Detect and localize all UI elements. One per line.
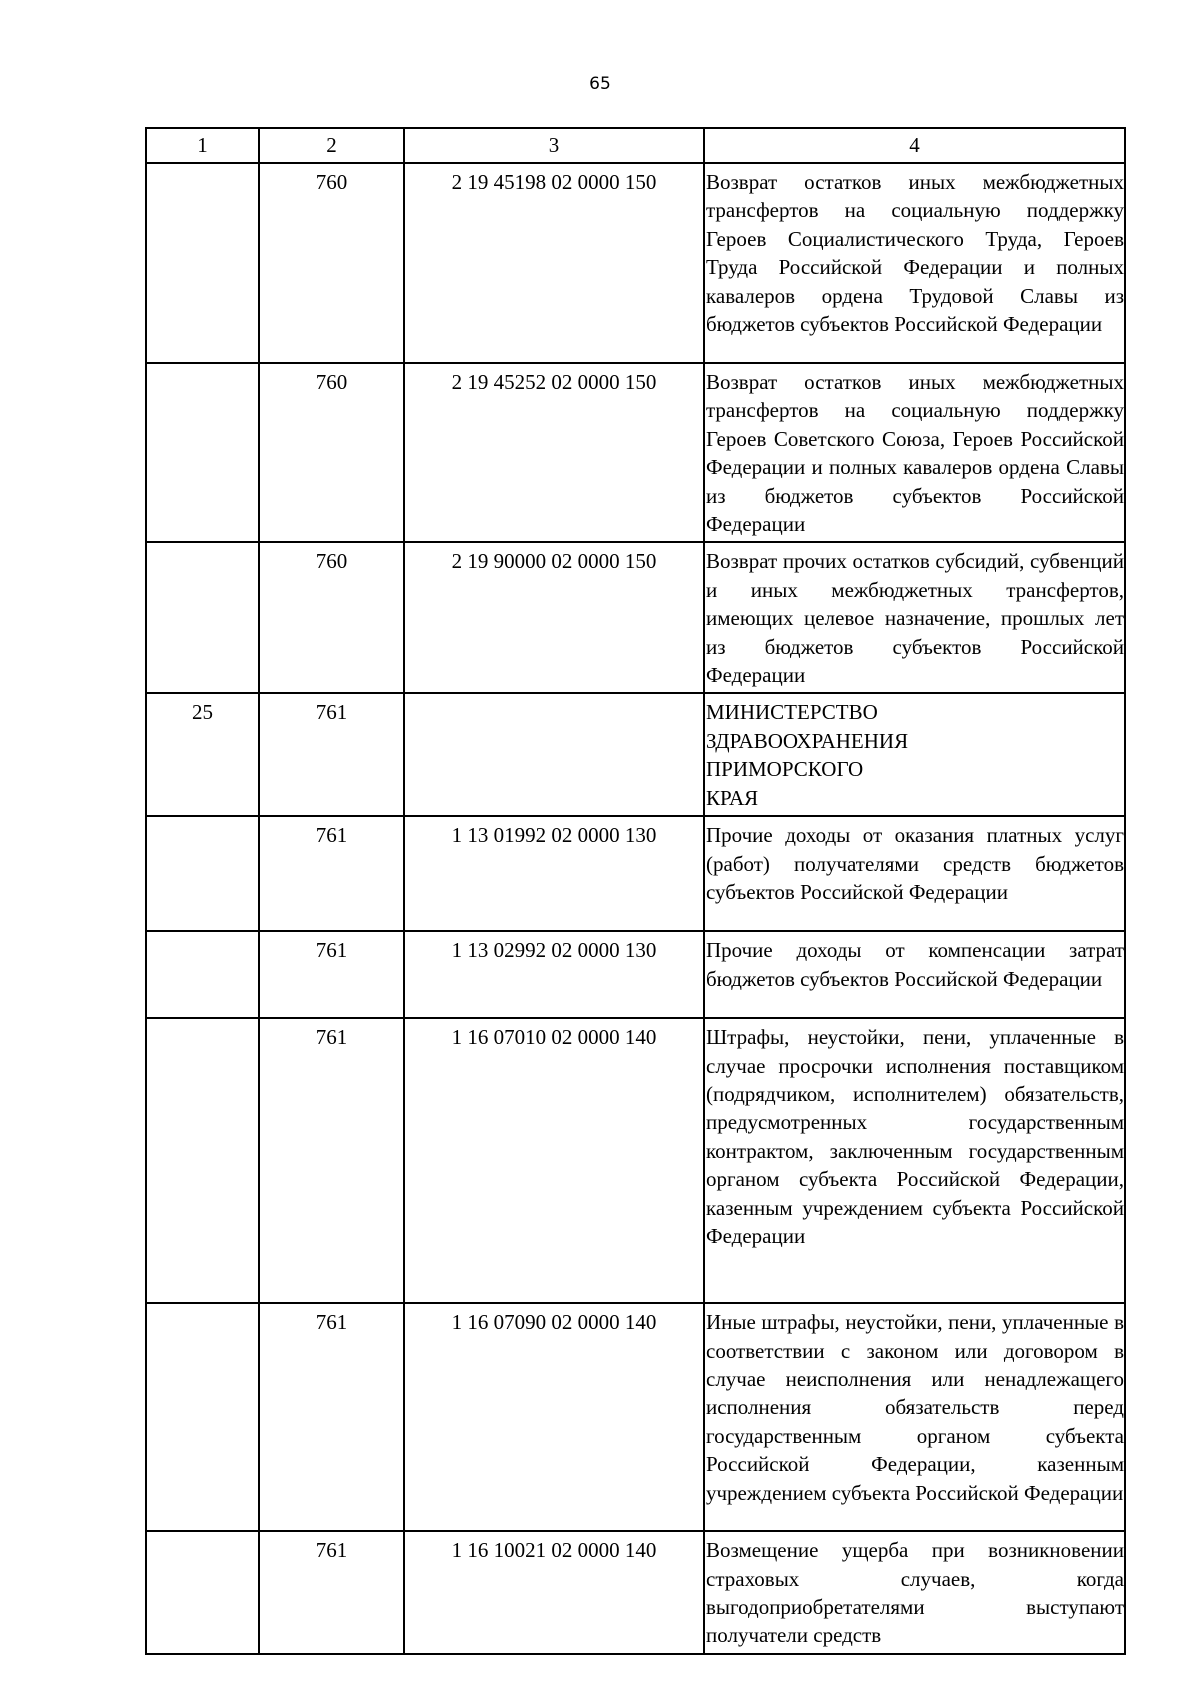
row-number-cell xyxy=(146,931,259,1018)
revenue-code-cell: 1 16 10021 02 0000 140 xyxy=(404,1531,704,1654)
description-text: Возврат остатков иных межбюджетных трансфертов на социальную поддержку Героев Советского Союза, Героев Российской Федерации и полных кавалеров ордена Славы из бюджетов субъектов Российской Федерации xyxy=(706,370,1124,537)
table-row xyxy=(146,542,1125,693)
description-cell xyxy=(704,931,1125,1018)
description-text: Возврат прочих остатков субсидий, субвенций и иных межбюджетных трансфертов, имеющих целевое назначение, прошлых лет из бюджетов субъектов Российской Федерации xyxy=(706,549,1124,688)
description-text: Штрафы, неустойки, пени, уплаченные в случае просрочки исполнения поставщиком (подрядчиком, исполнителем) обязательств, предусмотренных государственным контрактом, заключенным государственным органом субъекта Российской Федерации, казенным учреждением субъекта Российской Федерации xyxy=(706,1025,1124,1248)
agency-code-cell: 760 xyxy=(259,363,404,542)
agency-code-cell: 761 xyxy=(259,693,404,816)
row-number-cell xyxy=(146,1018,259,1303)
table-row xyxy=(146,1018,1125,1303)
revenue-code-cell: 1 13 01992 02 0000 130 xyxy=(404,816,704,931)
row-number-cell xyxy=(146,1531,259,1654)
description-cell xyxy=(704,163,1125,363)
row-number-cell: 25 xyxy=(146,693,259,816)
table-row xyxy=(146,163,1125,363)
description-cell xyxy=(704,816,1125,931)
revenue-code-cell: 2 19 90000 02 0000 150 xyxy=(404,542,704,693)
table-row xyxy=(146,363,1125,542)
revenue-codes-table xyxy=(145,127,1126,1655)
column-header-4: 4 xyxy=(704,128,1125,163)
agency-code-cell: 761 xyxy=(259,931,404,1018)
revenue-code-cell xyxy=(404,693,704,816)
row-number-cell xyxy=(146,816,259,931)
row-number-cell xyxy=(146,1303,259,1531)
ministry-name-cell xyxy=(704,693,1125,816)
agency-code-cell: 760 xyxy=(259,163,404,363)
description-cell xyxy=(704,1531,1125,1654)
table-row xyxy=(146,1531,1125,1654)
description-text: Возмещение ущерба при возникновении страховых случаев, когда выгодоприобретателями выступают получатели средств xyxy=(706,1538,1124,1648)
table-row xyxy=(146,816,1125,931)
description-cell xyxy=(704,1303,1125,1531)
revenue-code-cell: 1 13 02992 02 0000 130 xyxy=(404,931,704,1018)
description-cell xyxy=(704,542,1125,693)
row-number-cell xyxy=(146,363,259,542)
agency-code-cell: 761 xyxy=(259,1303,404,1531)
column-header-3: 3 xyxy=(404,128,704,163)
agency-code-cell: 760 xyxy=(259,542,404,693)
column-header-1: 1 xyxy=(146,128,259,163)
description-text: Иные штрафы, неустойки, пени, уплаченные в соответствии с законом или договором в случае неисполнения или ненадлежащего исполнения обязательств перед государственным органом субъекта Российской Федерации, казенным учреждением субъекта Российской Федерации xyxy=(706,1310,1124,1505)
revenue-code-cell: 1 16 07090 02 0000 140 xyxy=(404,1303,704,1531)
column-header-2: 2 xyxy=(259,128,404,163)
table-header-row xyxy=(146,128,1125,163)
agency-code-cell: 761 xyxy=(259,1531,404,1654)
page-number: 65 xyxy=(589,74,611,94)
description-cell xyxy=(704,1018,1125,1303)
description-cell xyxy=(704,363,1125,542)
revenue-code-cell: 1 16 07010 02 0000 140 xyxy=(404,1018,704,1303)
description-text: Прочие доходы от компенсации затрат бюджетов субъектов Российской Федерации xyxy=(706,938,1124,991)
revenue-code-cell: 2 19 45198 02 0000 150 xyxy=(404,163,704,363)
table-row xyxy=(146,693,1125,816)
description-text: Возврат остатков иных межбюджетных трансфертов на социальную поддержку Героев Социалистического Труда, Героев Труда Российской Федерации и полных кавалеров ордена Трудовой Славы из бюджетов субъектов Российской Федерации xyxy=(706,170,1124,337)
ministry-name: МИНИСТЕРСТВО ЗДРАВООХРАНЕНИЯ ПРИМОРСКОГО КРАЯ xyxy=(706,700,909,810)
table-row xyxy=(146,931,1125,1018)
agency-code-cell: 761 xyxy=(259,816,404,931)
description-text: Прочие доходы от оказания платных услуг (работ) получателями средств бюджетов субъектов Российской Федерации xyxy=(706,823,1124,904)
agency-code-cell: 761 xyxy=(259,1018,404,1303)
revenue-code-cell: 2 19 45252 02 0000 150 xyxy=(404,363,704,542)
table-row xyxy=(146,1303,1125,1531)
row-number-cell xyxy=(146,163,259,363)
row-number-cell xyxy=(146,542,259,693)
